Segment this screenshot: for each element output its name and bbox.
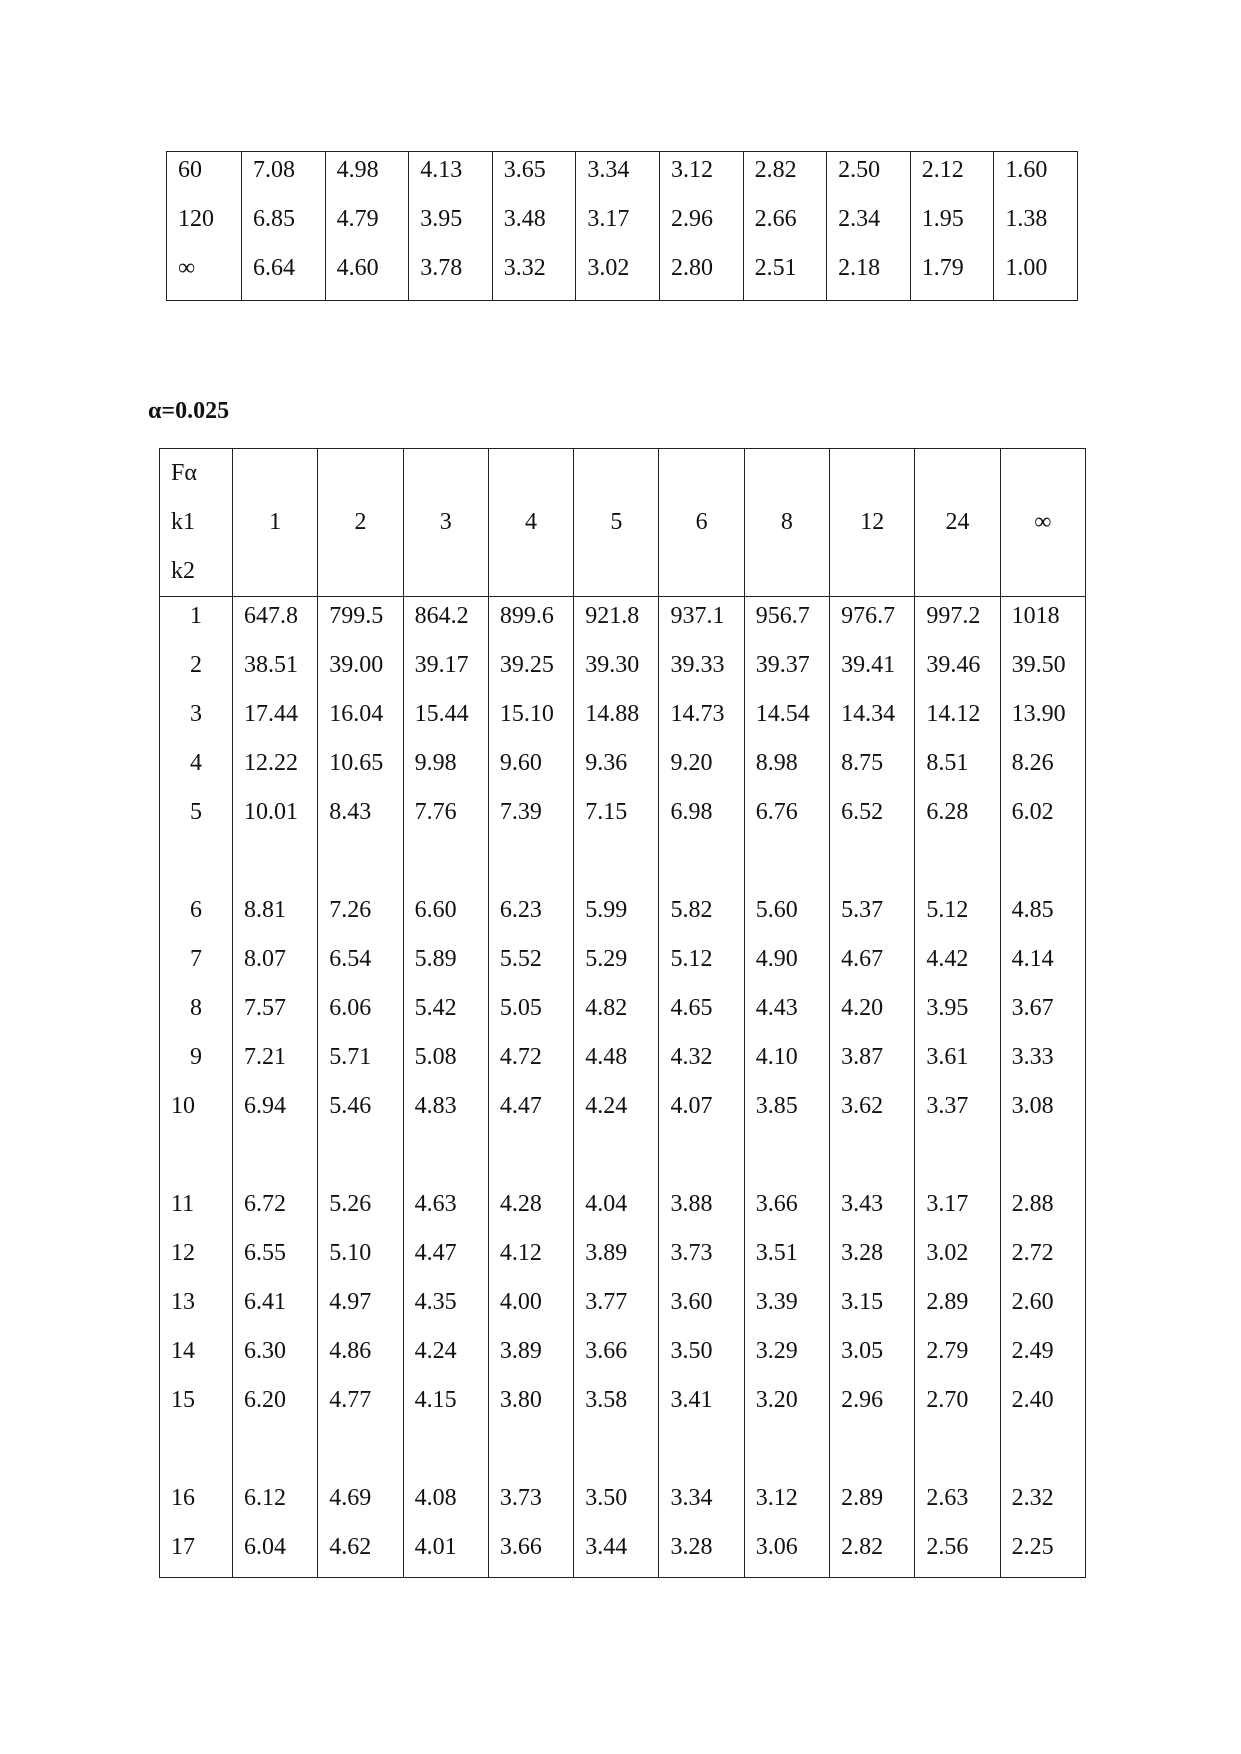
value-cell: 3.12 — [659, 152, 743, 202]
value-cell: 4.69 — [318, 1479, 403, 1528]
value-cell: 7.21 — [233, 1038, 318, 1087]
spacer-cell — [1000, 1136, 1085, 1185]
spacer-cell — [160, 1136, 233, 1185]
value-cell: 5.08 — [403, 1038, 488, 1087]
value-cell: 14.54 — [744, 695, 829, 744]
value-cell: 3.06 — [744, 1528, 829, 1578]
column-header: 5 — [574, 449, 659, 597]
spacer-cell — [830, 1430, 915, 1479]
value-cell: 4.04 — [574, 1185, 659, 1234]
value-cell: 4.47 — [403, 1234, 488, 1283]
table-row — [160, 695, 1086, 744]
column-header: 1 — [233, 449, 318, 597]
k2-cell: 1 — [190, 603, 202, 629]
value-cell: 5.46 — [318, 1087, 403, 1136]
value-cell: 3.65 — [492, 152, 576, 202]
spacer-cell — [403, 1136, 488, 1185]
value-cell: 4.08 — [403, 1479, 488, 1528]
value-cell: 4.85 — [1000, 891, 1085, 940]
group-spacer-row — [160, 1136, 1086, 1185]
column-header: 4 — [488, 449, 573, 597]
value-cell: 3.05 — [830, 1332, 915, 1381]
spacer-cell — [659, 1136, 744, 1185]
value-cell: 5.37 — [830, 891, 915, 940]
value-cell: 1.60 — [994, 152, 1078, 202]
value-cell: 16.04 — [318, 695, 403, 744]
f-table-continued-body — [167, 152, 1078, 301]
value-cell: 3.17 — [576, 201, 660, 250]
group-spacer-row — [160, 842, 1086, 891]
value-cell: 6.02 — [1000, 793, 1085, 842]
value-cell: 5.29 — [574, 940, 659, 989]
value-cell: 1.00 — [994, 250, 1078, 301]
value-cell: 3.02 — [576, 250, 660, 301]
spacer-cell — [403, 1430, 488, 1479]
value-cell: 2.25 — [1000, 1528, 1085, 1578]
value-cell: 2.80 — [659, 250, 743, 301]
spacer-cell — [318, 842, 403, 891]
value-cell: 15.44 — [403, 695, 488, 744]
value-cell: 6.98 — [659, 793, 744, 842]
value-cell: 15.10 — [488, 695, 573, 744]
value-cell: 38.51 — [233, 646, 318, 695]
value-cell: 39.50 — [1000, 646, 1085, 695]
value-cell: 3.88 — [659, 1185, 744, 1234]
column-header: ∞ — [1000, 449, 1085, 597]
value-cell: 3.08 — [1000, 1087, 1085, 1136]
spacer-cell — [233, 1136, 318, 1185]
value-cell: 2.66 — [743, 201, 827, 250]
value-cell: 8.26 — [1000, 744, 1085, 793]
table-row — [160, 1185, 1086, 1234]
spacer-cell — [233, 842, 318, 891]
value-cell: 8.98 — [744, 744, 829, 793]
value-cell: 4.79 — [325, 201, 409, 250]
value-cell: 4.60 — [325, 250, 409, 301]
spacer-cell — [659, 1430, 744, 1479]
value-cell: 3.66 — [744, 1185, 829, 1234]
value-cell: 14.73 — [659, 695, 744, 744]
value-cell: 39.30 — [574, 646, 659, 695]
value-cell: 3.60 — [659, 1283, 744, 1332]
value-cell: 7.76 — [403, 793, 488, 842]
value-cell: 4.32 — [659, 1038, 744, 1087]
value-cell: 3.61 — [915, 1038, 1000, 1087]
value-cell: 4.12 — [488, 1234, 573, 1283]
column-header: 6 — [659, 449, 744, 597]
value-cell: 3.89 — [488, 1332, 573, 1381]
spacer-cell — [488, 842, 573, 891]
value-cell: 3.28 — [659, 1528, 744, 1578]
column-header: 3 — [403, 449, 488, 597]
value-cell: 4.47 — [488, 1087, 573, 1136]
value-cell: 3.51 — [744, 1234, 829, 1283]
k2-cell: 17 — [171, 1534, 195, 1560]
value-cell: 3.28 — [830, 1234, 915, 1283]
column-header: 12 — [830, 449, 915, 597]
value-cell: 39.25 — [488, 646, 573, 695]
group-spacer-row — [160, 1430, 1086, 1479]
value-cell: 2.49 — [1000, 1332, 1085, 1381]
value-cell: 6.04 — [233, 1528, 318, 1578]
value-cell: 8.43 — [318, 793, 403, 842]
value-cell: 1.79 — [910, 250, 994, 301]
value-cell: 4.00 — [488, 1283, 573, 1332]
value-cell: 9.36 — [574, 744, 659, 793]
f-table-body — [160, 597, 1086, 1578]
k2-cell: ∞ — [178, 255, 196, 281]
value-cell: 4.01 — [403, 1528, 488, 1578]
value-cell: 3.33 — [1000, 1038, 1085, 1087]
value-cell: 921.8 — [574, 597, 659, 647]
spacer-cell — [659, 842, 744, 891]
value-cell: 5.42 — [403, 989, 488, 1038]
value-cell: 4.90 — [744, 940, 829, 989]
value-cell: 899.6 — [488, 597, 573, 647]
spacer-cell — [744, 1430, 829, 1479]
spacer-cell — [318, 1136, 403, 1185]
table-row — [160, 1528, 1086, 1578]
table-row — [167, 152, 1078, 202]
k2-cell: 3 — [190, 701, 202, 727]
value-cell: 6.23 — [488, 891, 573, 940]
value-cell: 9.20 — [659, 744, 744, 793]
table-row — [160, 1381, 1086, 1430]
table-row — [160, 1087, 1086, 1136]
value-cell: 647.8 — [233, 597, 318, 647]
spacer-cell — [160, 1430, 233, 1479]
value-cell: 8.51 — [915, 744, 1000, 793]
value-cell: 2.12 — [910, 152, 994, 202]
table-row — [167, 250, 1078, 301]
value-cell: 3.20 — [744, 1381, 829, 1430]
spacer-cell — [403, 842, 488, 891]
table-row — [160, 1283, 1086, 1332]
value-cell: 10.01 — [233, 793, 318, 842]
value-cell: 864.2 — [403, 597, 488, 647]
value-cell: 3.39 — [744, 1283, 829, 1332]
value-cell: 3.78 — [409, 250, 493, 301]
value-cell: 4.86 — [318, 1332, 403, 1381]
value-cell: 10.65 — [318, 744, 403, 793]
value-cell: 4.77 — [318, 1381, 403, 1430]
value-cell: 3.02 — [915, 1234, 1000, 1283]
value-cell: 4.82 — [574, 989, 659, 1038]
k2-cell: 5 — [190, 799, 202, 825]
f-table-continued — [166, 151, 1078, 301]
spacer-cell — [574, 1136, 659, 1185]
value-cell: 6.76 — [744, 793, 829, 842]
value-cell: 5.99 — [574, 891, 659, 940]
value-cell: 7.39 — [488, 793, 573, 842]
k2-cell: 60 — [178, 157, 202, 183]
value-cell: 997.2 — [915, 597, 1000, 647]
value-cell: 4.67 — [830, 940, 915, 989]
value-cell: 2.32 — [1000, 1479, 1085, 1528]
spacer-cell — [488, 1430, 573, 1479]
value-cell: 3.50 — [659, 1332, 744, 1381]
value-cell: 3.50 — [574, 1479, 659, 1528]
value-cell: 6.28 — [915, 793, 1000, 842]
spacer-cell — [744, 1136, 829, 1185]
value-cell: 3.95 — [915, 989, 1000, 1038]
k2-cell: 16 — [171, 1485, 195, 1511]
value-cell: 3.73 — [659, 1234, 744, 1283]
value-cell: 4.48 — [574, 1038, 659, 1087]
value-cell: 5.12 — [915, 891, 1000, 940]
value-cell: 5.71 — [318, 1038, 403, 1087]
value-cell: 4.13 — [409, 152, 493, 202]
value-cell: 3.80 — [488, 1381, 573, 1430]
value-cell: 7.08 — [242, 152, 326, 202]
value-cell: 2.18 — [827, 250, 911, 301]
value-cell: 2.63 — [915, 1479, 1000, 1528]
value-cell: 39.17 — [403, 646, 488, 695]
spacer-cell — [488, 1136, 573, 1185]
table-row — [160, 891, 1086, 940]
corner-k1: k1 — [171, 509, 195, 535]
k2-cell: 13 — [171, 1289, 195, 1315]
value-cell: 6.41 — [233, 1283, 318, 1332]
alpha-heading: α=0.025 — [148, 398, 230, 424]
value-cell: 39.33 — [659, 646, 744, 695]
value-cell: 7.26 — [318, 891, 403, 940]
value-cell: 4.65 — [659, 989, 744, 1038]
value-cell: 6.30 — [233, 1332, 318, 1381]
value-cell: 14.12 — [915, 695, 1000, 744]
value-cell: 4.07 — [659, 1087, 744, 1136]
value-cell: 12.22 — [233, 744, 318, 793]
table-row — [160, 1332, 1086, 1381]
value-cell: 5.10 — [318, 1234, 403, 1283]
value-cell: 2.88 — [1000, 1185, 1085, 1234]
value-cell: 5.52 — [488, 940, 573, 989]
value-cell: 2.89 — [830, 1479, 915, 1528]
value-cell: 5.89 — [403, 940, 488, 989]
spacer-cell — [574, 842, 659, 891]
value-cell: 2.96 — [830, 1381, 915, 1430]
value-cell: 4.98 — [325, 152, 409, 202]
value-cell: 976.7 — [830, 597, 915, 647]
spacer-cell — [1000, 842, 1085, 891]
value-cell: 3.89 — [574, 1234, 659, 1283]
value-cell: 6.52 — [830, 793, 915, 842]
value-cell: 5.12 — [659, 940, 744, 989]
value-cell: 6.06 — [318, 989, 403, 1038]
value-cell: 3.34 — [659, 1479, 744, 1528]
value-cell: 3.48 — [492, 201, 576, 250]
spacer-cell — [915, 1136, 1000, 1185]
value-cell: 6.94 — [233, 1087, 318, 1136]
value-cell: 3.29 — [744, 1332, 829, 1381]
value-cell: 3.12 — [744, 1479, 829, 1528]
value-cell: 2.79 — [915, 1332, 1000, 1381]
value-cell: 5.26 — [318, 1185, 403, 1234]
corner-f-alpha: Fα — [171, 460, 197, 486]
table-row — [160, 1038, 1086, 1087]
value-cell: 4.72 — [488, 1038, 573, 1087]
table-row — [160, 1234, 1086, 1283]
value-cell: 956.7 — [744, 597, 829, 647]
value-cell: 4.20 — [830, 989, 915, 1038]
value-cell: 5.05 — [488, 989, 573, 1038]
spacer-cell — [830, 1136, 915, 1185]
value-cell: 4.83 — [403, 1087, 488, 1136]
table-row — [160, 744, 1086, 793]
table-row — [160, 1479, 1086, 1528]
value-cell: 8.07 — [233, 940, 318, 989]
value-cell: 6.85 — [242, 201, 326, 250]
value-cell: 2.56 — [915, 1528, 1000, 1578]
value-cell: 7.15 — [574, 793, 659, 842]
value-cell: 3.43 — [830, 1185, 915, 1234]
value-cell: 14.34 — [830, 695, 915, 744]
value-cell: 3.41 — [659, 1381, 744, 1430]
value-cell: 4.35 — [403, 1283, 488, 1332]
value-cell: 8.75 — [830, 744, 915, 793]
value-cell: 39.46 — [915, 646, 1000, 695]
value-cell: 9.60 — [488, 744, 573, 793]
table-row — [160, 646, 1086, 695]
value-cell: 3.62 — [830, 1087, 915, 1136]
spacer-cell — [233, 1430, 318, 1479]
value-cell: 2.82 — [743, 152, 827, 202]
value-cell: 4.24 — [574, 1087, 659, 1136]
value-cell: 3.77 — [574, 1283, 659, 1332]
value-cell: 5.82 — [659, 891, 744, 940]
value-cell: 5.60 — [744, 891, 829, 940]
f-table-alpha-0025 — [159, 448, 1086, 1578]
k2-cell: 7 — [190, 946, 202, 972]
value-cell: 2.50 — [827, 152, 911, 202]
column-header: 24 — [915, 449, 1000, 597]
value-cell: 6.64 — [242, 250, 326, 301]
value-cell: 3.85 — [744, 1087, 829, 1136]
corner-k2: k2 — [171, 558, 195, 584]
corner-cell — [160, 449, 233, 597]
value-cell: 39.00 — [318, 646, 403, 695]
value-cell: 4.10 — [744, 1038, 829, 1087]
value-cell: 2.60 — [1000, 1283, 1085, 1332]
value-cell: 1018 — [1000, 597, 1085, 647]
value-cell: 3.87 — [830, 1038, 915, 1087]
value-cell: 6.55 — [233, 1234, 318, 1283]
value-cell: 3.66 — [574, 1332, 659, 1381]
value-cell: 1.95 — [910, 201, 994, 250]
k2-cell: 12 — [171, 1240, 195, 1266]
k2-cell: 4 — [190, 750, 202, 776]
value-cell: 8.81 — [233, 891, 318, 940]
k2-cell: 14 — [171, 1338, 195, 1364]
value-cell: 4.24 — [403, 1332, 488, 1381]
spacer-cell — [574, 1430, 659, 1479]
value-cell: 17.44 — [233, 695, 318, 744]
spacer-cell — [318, 1430, 403, 1479]
value-cell: 6.20 — [233, 1381, 318, 1430]
table-row — [160, 940, 1086, 989]
table-row — [160, 989, 1086, 1038]
value-cell: 3.37 — [915, 1087, 1000, 1136]
value-cell: 3.73 — [488, 1479, 573, 1528]
value-cell: 937.1 — [659, 597, 744, 647]
table-row — [167, 201, 1078, 250]
spacer-cell — [915, 1430, 1000, 1479]
value-cell: 6.60 — [403, 891, 488, 940]
value-cell: 3.15 — [830, 1283, 915, 1332]
spacer-cell — [160, 842, 233, 891]
spacer-cell — [744, 842, 829, 891]
value-cell: 2.70 — [915, 1381, 1000, 1430]
value-cell: 4.43 — [744, 989, 829, 1038]
table-row — [160, 793, 1086, 842]
k2-cell: 2 — [190, 652, 202, 678]
value-cell: 4.14 — [1000, 940, 1085, 989]
value-cell: 39.41 — [830, 646, 915, 695]
k2-cell: 15 — [171, 1387, 195, 1413]
value-cell: 3.67 — [1000, 989, 1085, 1038]
spacer-cell — [915, 842, 1000, 891]
value-cell: 9.98 — [403, 744, 488, 793]
value-cell: 4.42 — [915, 940, 1000, 989]
value-cell: 4.63 — [403, 1185, 488, 1234]
value-cell: 3.66 — [488, 1528, 573, 1578]
value-cell: 2.96 — [659, 201, 743, 250]
k2-cell: 120 — [178, 206, 214, 232]
value-cell: 2.89 — [915, 1283, 1000, 1332]
value-cell: 3.34 — [576, 152, 660, 202]
k2-cell: 8 — [190, 995, 202, 1021]
column-header: 8 — [744, 449, 829, 597]
value-cell: 2.72 — [1000, 1234, 1085, 1283]
value-cell: 2.40 — [1000, 1381, 1085, 1430]
value-cell: 1.38 — [994, 201, 1078, 250]
value-cell: 14.88 — [574, 695, 659, 744]
value-cell: 7.57 — [233, 989, 318, 1038]
value-cell: 799.5 — [318, 597, 403, 647]
value-cell: 13.90 — [1000, 695, 1085, 744]
value-cell: 6.12 — [233, 1479, 318, 1528]
value-cell: 4.62 — [318, 1528, 403, 1578]
value-cell: 3.32 — [492, 250, 576, 301]
value-cell: 4.15 — [403, 1381, 488, 1430]
value-cell: 4.28 — [488, 1185, 573, 1234]
k2-cell: 10 — [171, 1093, 195, 1119]
k2-cell: 9 — [190, 1044, 202, 1070]
header-row — [160, 449, 1086, 597]
value-cell: 4.97 — [318, 1283, 403, 1332]
value-cell: 2.82 — [830, 1528, 915, 1578]
k2-cell: 11 — [171, 1191, 195, 1217]
table-row — [160, 597, 1086, 647]
value-cell: 3.17 — [915, 1185, 1000, 1234]
spacer-cell — [1000, 1430, 1085, 1479]
value-cell: 3.95 — [409, 201, 493, 250]
k2-cell: 6 — [190, 897, 202, 923]
value-cell: 39.37 — [744, 646, 829, 695]
column-header: 2 — [318, 449, 403, 597]
spacer-cell — [830, 842, 915, 891]
value-cell: 2.34 — [827, 201, 911, 250]
value-cell: 6.54 — [318, 940, 403, 989]
value-cell: 2.51 — [743, 250, 827, 301]
value-cell: 3.44 — [574, 1528, 659, 1578]
value-cell: 6.72 — [233, 1185, 318, 1234]
value-cell: 3.58 — [574, 1381, 659, 1430]
